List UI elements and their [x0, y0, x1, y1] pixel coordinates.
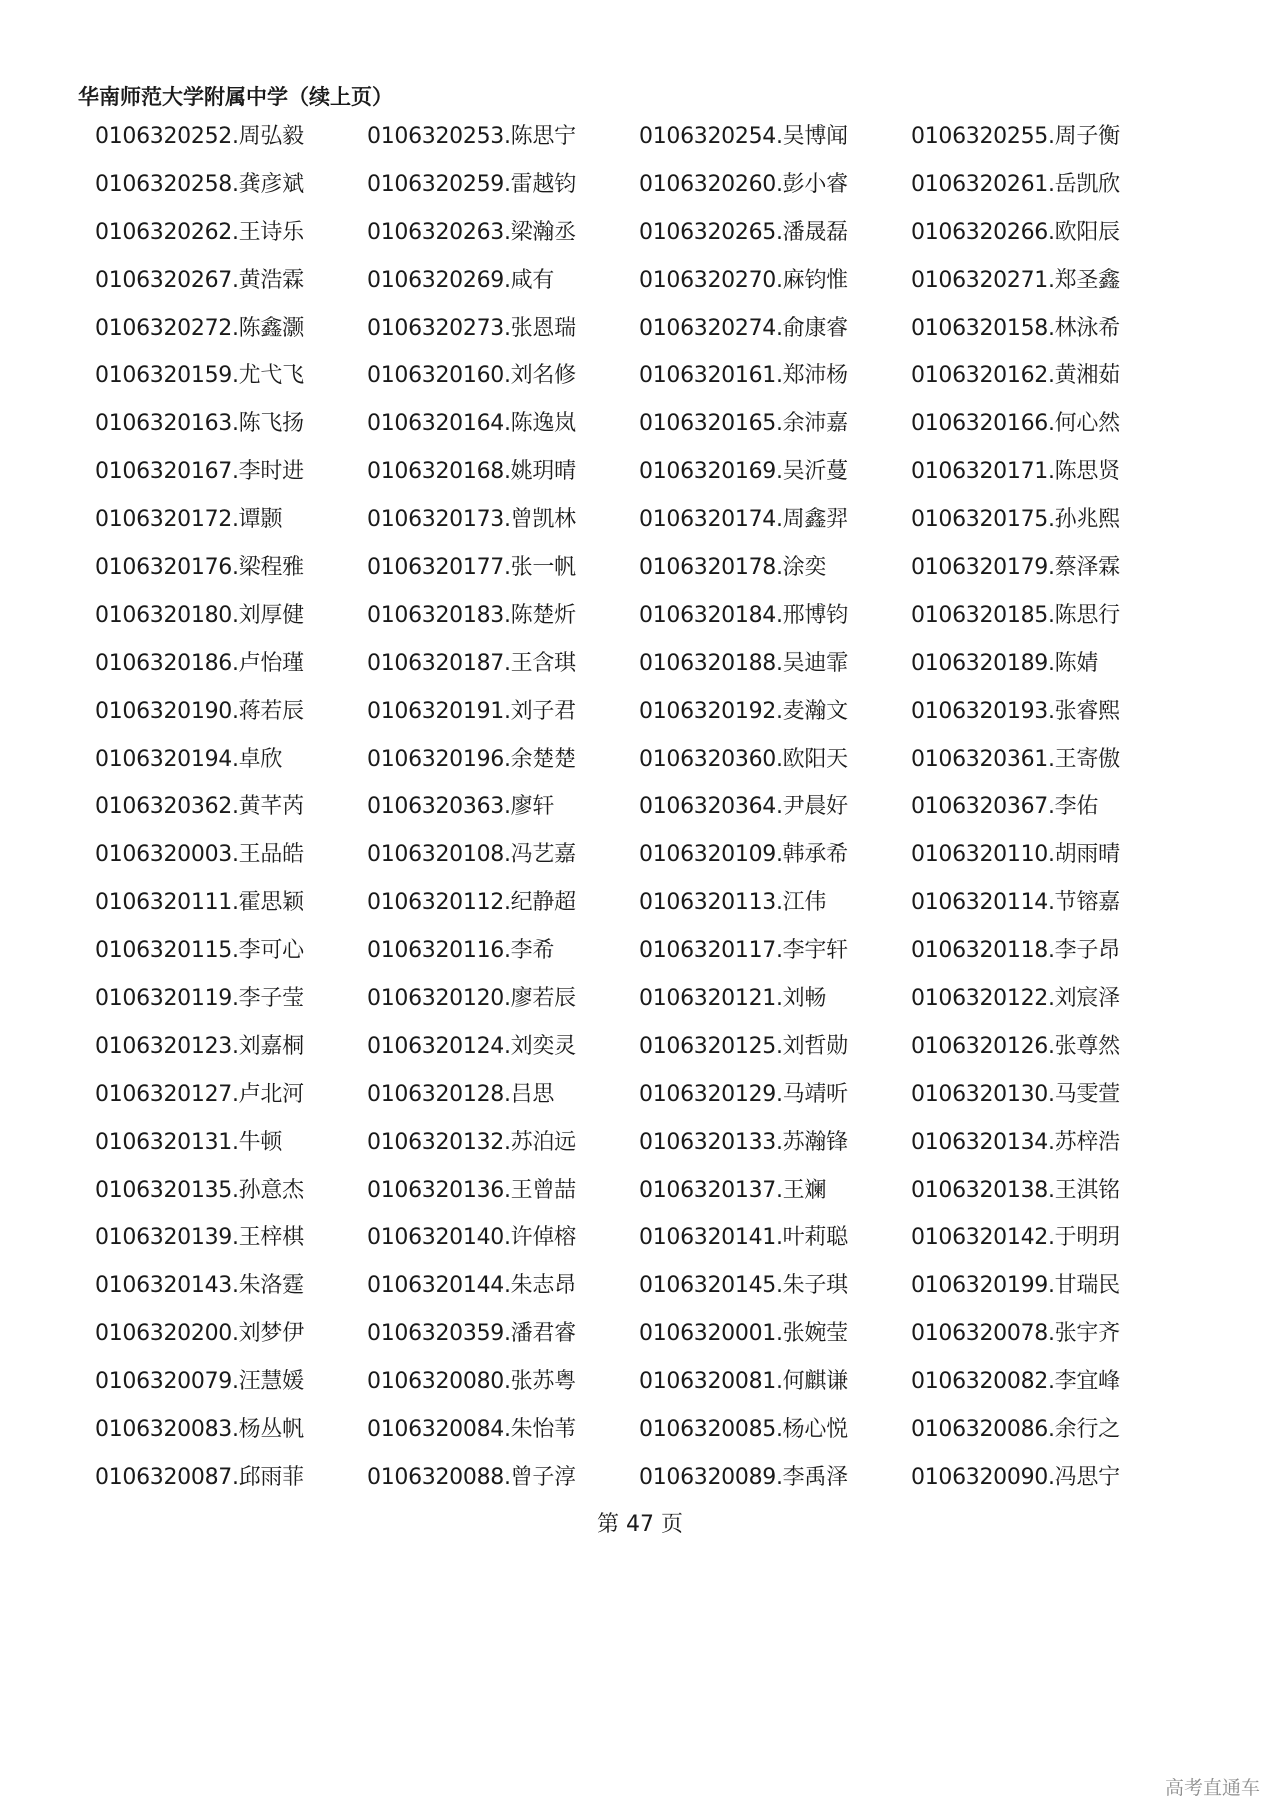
list-item: 0106320082.李宜峰: [911, 1369, 1120, 1395]
list-item: 0106320115.李可心: [95, 938, 304, 964]
list-item: 0106320363.廖轩: [367, 794, 555, 820]
list-item: 0106320265.潘晟磊: [639, 219, 848, 245]
list-item: 0106320138.王淇铭: [911, 1177, 1120, 1203]
list-item: 0106320185.陈思行: [911, 602, 1120, 628]
list-item: 0106320124.刘奕灵: [367, 1033, 576, 1059]
list-item: 0106320177.张一帆: [367, 555, 576, 581]
list-item: 0106320263.梁瀚丞: [367, 219, 576, 245]
list-item: 0106320128.吕思: [367, 1081, 555, 1107]
list-item: 0106320113.江伟: [639, 890, 827, 916]
list-item: 0106320252.周弘毅: [95, 124, 304, 149]
list-item: 0106320119.李子莹: [95, 986, 304, 1012]
list-item: 0106320173.曾凯林: [367, 507, 576, 533]
list-item: 0106320085.杨心悦: [639, 1417, 848, 1443]
list-item: 0106320165.余沛嘉: [639, 411, 848, 437]
list-item: 0106320158.林泳希: [911, 315, 1120, 341]
list-item: 0106320140.许倬榕: [367, 1225, 576, 1251]
admission-list: [95, 122, 1185, 1511]
list-item: 0106320260.彭小睿: [639, 171, 848, 197]
list-item: 0106320361.王寄傲: [911, 746, 1120, 772]
list-item: 0106320134.苏梓浩: [911, 1129, 1120, 1155]
list-item: 0106320187.王含琪: [367, 650, 576, 676]
list-item: 0106320139.王梓棋: [95, 1225, 304, 1251]
list-item: 0106320141.叶莉聪: [639, 1225, 848, 1251]
list-item: 0106320367.李佑: [911, 794, 1099, 820]
list-item: 0106320183.陈楚炘: [367, 602, 576, 628]
list-item: 0106320359.潘君睿: [367, 1321, 576, 1347]
list-item: 0106320171.陈思贤: [911, 459, 1120, 485]
list-item: 0106320116.李希: [367, 938, 555, 964]
list-item: 0106320360.欧阳天: [639, 746, 848, 772]
list-item: 0106320253.陈思宁: [367, 124, 576, 149]
list-item: 0106320255.周子衡: [911, 124, 1120, 149]
list-item: 0106320079.汪慧媛: [95, 1369, 304, 1395]
list-item: 0106320163.陈飞扬: [95, 411, 304, 437]
list-item: 0106320142.于明玥: [911, 1225, 1120, 1251]
list-item: 0106320111.霍思颖: [95, 890, 304, 916]
list-item: 0106320254.吴博闻: [639, 124, 848, 149]
list-item: 0106320110.胡雨晴: [911, 842, 1120, 868]
list-item: 0106320167.李时进: [95, 459, 304, 485]
list-item: 0106320179.蔡泽霖: [911, 555, 1120, 581]
list-item: 0106320114.节镕嘉: [911, 890, 1120, 916]
list-item: 0106320259.雷越钧: [367, 171, 576, 197]
list-item: 0106320266.欧阳辰: [911, 219, 1120, 245]
list-item: 0106320001.张婉莹: [639, 1321, 848, 1347]
list-item: 0106320120.廖若辰: [367, 986, 576, 1012]
list-item: 0106320080.张苏粤: [367, 1369, 576, 1395]
list-item: 0106320166.何心然: [911, 411, 1120, 437]
list-item: 0106320262.王诗乐: [95, 219, 304, 245]
list-item: 0106320190.蒋若辰: [95, 698, 304, 724]
list-item: 0106320191.刘子君: [367, 698, 576, 724]
list-item: 0106320143.朱洛霆: [95, 1273, 304, 1299]
list-item: 0106320164.陈逸岚: [367, 411, 576, 437]
list-item: 0106320274.俞康睿: [639, 315, 848, 341]
list-item: 0106320130.马雯萱: [911, 1081, 1120, 1107]
list-item: 0106320129.马靖听: [639, 1081, 848, 1107]
list-item: 0106320178.涂奕: [639, 555, 827, 581]
list-item: 0106320162.黄湘茹: [911, 363, 1120, 389]
list-item: 0106320270.麻钧惟: [639, 267, 848, 293]
list-item: 0106320189.陈婧: [911, 650, 1099, 676]
list-item: 0106320169.吴沂蔓: [639, 459, 848, 485]
watermark-text: 高考直通车: [1164, 1777, 1260, 1799]
page-heading: 华南师范大学附属中学（续上页）: [78, 85, 393, 109]
list-item: 0106320108.冯艺嘉: [367, 842, 576, 868]
list-item: 0106320118.李子昂: [911, 938, 1120, 964]
list-item: 0106320193.张睿熙: [911, 698, 1120, 724]
list-item: 0106320160.刘名修: [367, 363, 576, 389]
list-item: 0106320364.尹晨好: [639, 794, 848, 820]
list-item: 0106320186.卢怡瑾: [95, 650, 304, 676]
list-item: 0106320144.朱志昂: [367, 1273, 576, 1299]
list-item: 0106320176.梁程雅: [95, 555, 304, 581]
list-item: 0106320261.岳凯欣: [911, 171, 1120, 197]
list-item: 0106320087.邱雨菲: [95, 1464, 304, 1490]
list-item: 0106320145.朱子琪: [639, 1273, 848, 1299]
list-item: 0106320161.郑沛杨: [639, 363, 848, 389]
list-item: 0106320117.李宇轩: [639, 938, 848, 964]
list-item: 0106320081.何麒谦: [639, 1369, 848, 1395]
list-item: 0106320184.邢博钧: [639, 602, 848, 628]
list-item: 0106320133.苏瀚锋: [639, 1129, 848, 1155]
list-item: 0106320132.苏泊远: [367, 1129, 576, 1155]
list-item: 0106320086.余行之: [911, 1417, 1120, 1443]
list-item: 0106320273.张恩瑞: [367, 315, 576, 341]
list-item: 0106320109.韩承希: [639, 842, 848, 868]
list-item: 0106320188.吴迪霏: [639, 650, 848, 676]
page-number: 第 47 页: [597, 1512, 683, 1537]
list-item: 0106320272.陈鑫灏: [95, 315, 304, 341]
list-item: 0106320159.尤弋飞: [95, 363, 304, 389]
list-item: 0106320135.孙意杰: [95, 1177, 304, 1203]
list-item: 0106320123.刘嘉桐: [95, 1033, 304, 1059]
list-item: 0106320192.麦瀚文: [639, 698, 848, 724]
list-item: 0106320137.王斓: [639, 1177, 827, 1203]
list-item: 0106320125.刘哲勋: [639, 1033, 848, 1059]
list-item: 0106320180.刘厚健: [95, 602, 304, 628]
list-item: 0106320003.王品皓: [95, 842, 304, 868]
list-item: 0106320089.李禹泽: [639, 1464, 848, 1490]
list-item: 0106320090.冯思宁: [911, 1464, 1120, 1490]
list-item: 0106320078.张宇齐: [911, 1321, 1120, 1347]
list-item: 0106320267.黄浩霖: [95, 267, 304, 293]
list-item: 0106320174.周鑫羿: [639, 507, 848, 533]
list-item: 0106320362.黄芊芮: [95, 794, 304, 820]
list-item: 0106320258.龚彦斌: [95, 171, 304, 197]
list-item: 0106320083.杨丛帆: [95, 1417, 304, 1443]
list-item: 0106320194.卓欣: [95, 746, 283, 772]
list-item: 0106320199.甘瑞民: [911, 1273, 1120, 1299]
list-item: 0106320131.牛顿: [95, 1129, 283, 1155]
list-item: 0106320172.谭颢: [95, 507, 283, 533]
list-item: 0106320200.刘梦伊: [95, 1321, 304, 1347]
list-item: 0106320112.纪静超: [367, 890, 576, 916]
list-item: 0106320269.咸有: [367, 267, 555, 293]
list-item: 0106320136.王曾喆: [367, 1177, 576, 1203]
list-item: 0106320127.卢北河: [95, 1081, 304, 1107]
list-item: 0106320168.姚玥晴: [367, 459, 576, 485]
list-item: 0106320122.刘宸泽: [911, 986, 1120, 1012]
list-item: 0106320175.孙兆熙: [911, 507, 1120, 533]
list-item: 0106320271.郑圣鑫: [911, 267, 1120, 293]
list-item: 0106320196.余楚楚: [367, 746, 576, 772]
list-item: 0106320084.朱怡苇: [367, 1417, 576, 1443]
list-item: 0106320121.刘畅: [639, 986, 827, 1012]
list-item: 0106320126.张尊然: [911, 1033, 1120, 1059]
list-item: 0106320088.曾子淳: [367, 1464, 576, 1490]
